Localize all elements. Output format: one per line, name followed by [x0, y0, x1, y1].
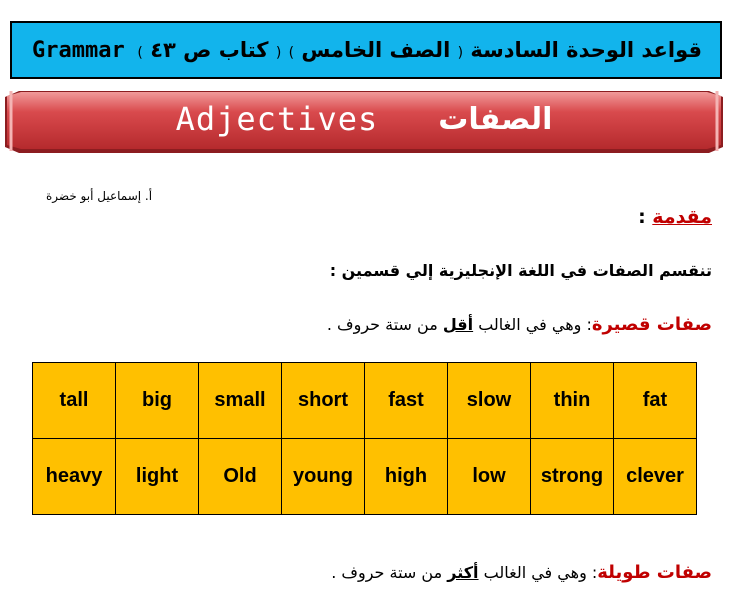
intro-sentence: تنقسم الصفات في اللغة الإنجليزية إلي قسمين : — [329, 261, 712, 280]
long-rule-label: صفات طويلة — [597, 562, 712, 583]
intro-label: مقدمة — [652, 206, 712, 228]
table-row — [33, 363, 697, 439]
word-cell: short — [282, 363, 365, 439]
word-cell: clever — [614, 439, 697, 515]
long-rule-key: أكثر — [447, 563, 479, 582]
long-adjectives-rule — [331, 562, 712, 583]
header-arabic-title: قواعد الوحدة السادسة ( الصف الخامس ) ( كتاب ص ٤٣ ) — [137, 38, 702, 62]
long-rule-text-after: من ستة حروف . — [331, 563, 448, 582]
word-cell: fast — [365, 363, 448, 439]
intro-colon: : — [638, 206, 646, 228]
author-name: أ. إسماعيل أبو خضرة — [46, 189, 153, 203]
short-rule-text-before: : وهي في الغالب — [473, 315, 592, 334]
word-cell: low — [448, 439, 531, 515]
word-cell: tall — [33, 363, 116, 439]
word-cell: big — [116, 363, 199, 439]
table-row — [33, 439, 697, 515]
banner-content — [5, 91, 723, 147]
banner-english-title: Adjectives — [175, 100, 379, 138]
word-cell: Old — [199, 439, 282, 515]
word-cell: fat — [614, 363, 697, 439]
header-unit: قواعد الوحدة السادسة — [470, 38, 702, 62]
banner-arabic-title: الصفات — [438, 101, 553, 137]
short-adjectives-table — [32, 362, 697, 515]
word-cell: thin — [531, 363, 614, 439]
short-rule-text-after: من ستة حروف . — [326, 315, 443, 334]
header-book-page: كتاب ص ٤٣ — [150, 38, 269, 62]
intro-heading — [638, 206, 712, 228]
word-cell: slow — [448, 363, 531, 439]
short-rule-label: صفات قصيرة — [591, 314, 712, 335]
title-banner — [5, 91, 723, 155]
long-rule-text-before: : وهي في الغالب — [478, 563, 598, 582]
header-grade: الصف الخامس — [301, 38, 451, 62]
word-cell: high — [365, 439, 448, 515]
short-rule-key: أقل — [442, 315, 474, 334]
word-cell: small — [199, 363, 282, 439]
words-table-body — [33, 363, 697, 515]
word-cell: young — [282, 439, 365, 515]
word-cell: strong — [531, 439, 614, 515]
header-box — [10, 21, 722, 79]
header-latin-title: Grammar — [32, 37, 125, 63]
short-adjectives-rule — [327, 314, 712, 335]
word-cell: light — [116, 439, 199, 515]
word-cell: heavy — [33, 439, 116, 515]
